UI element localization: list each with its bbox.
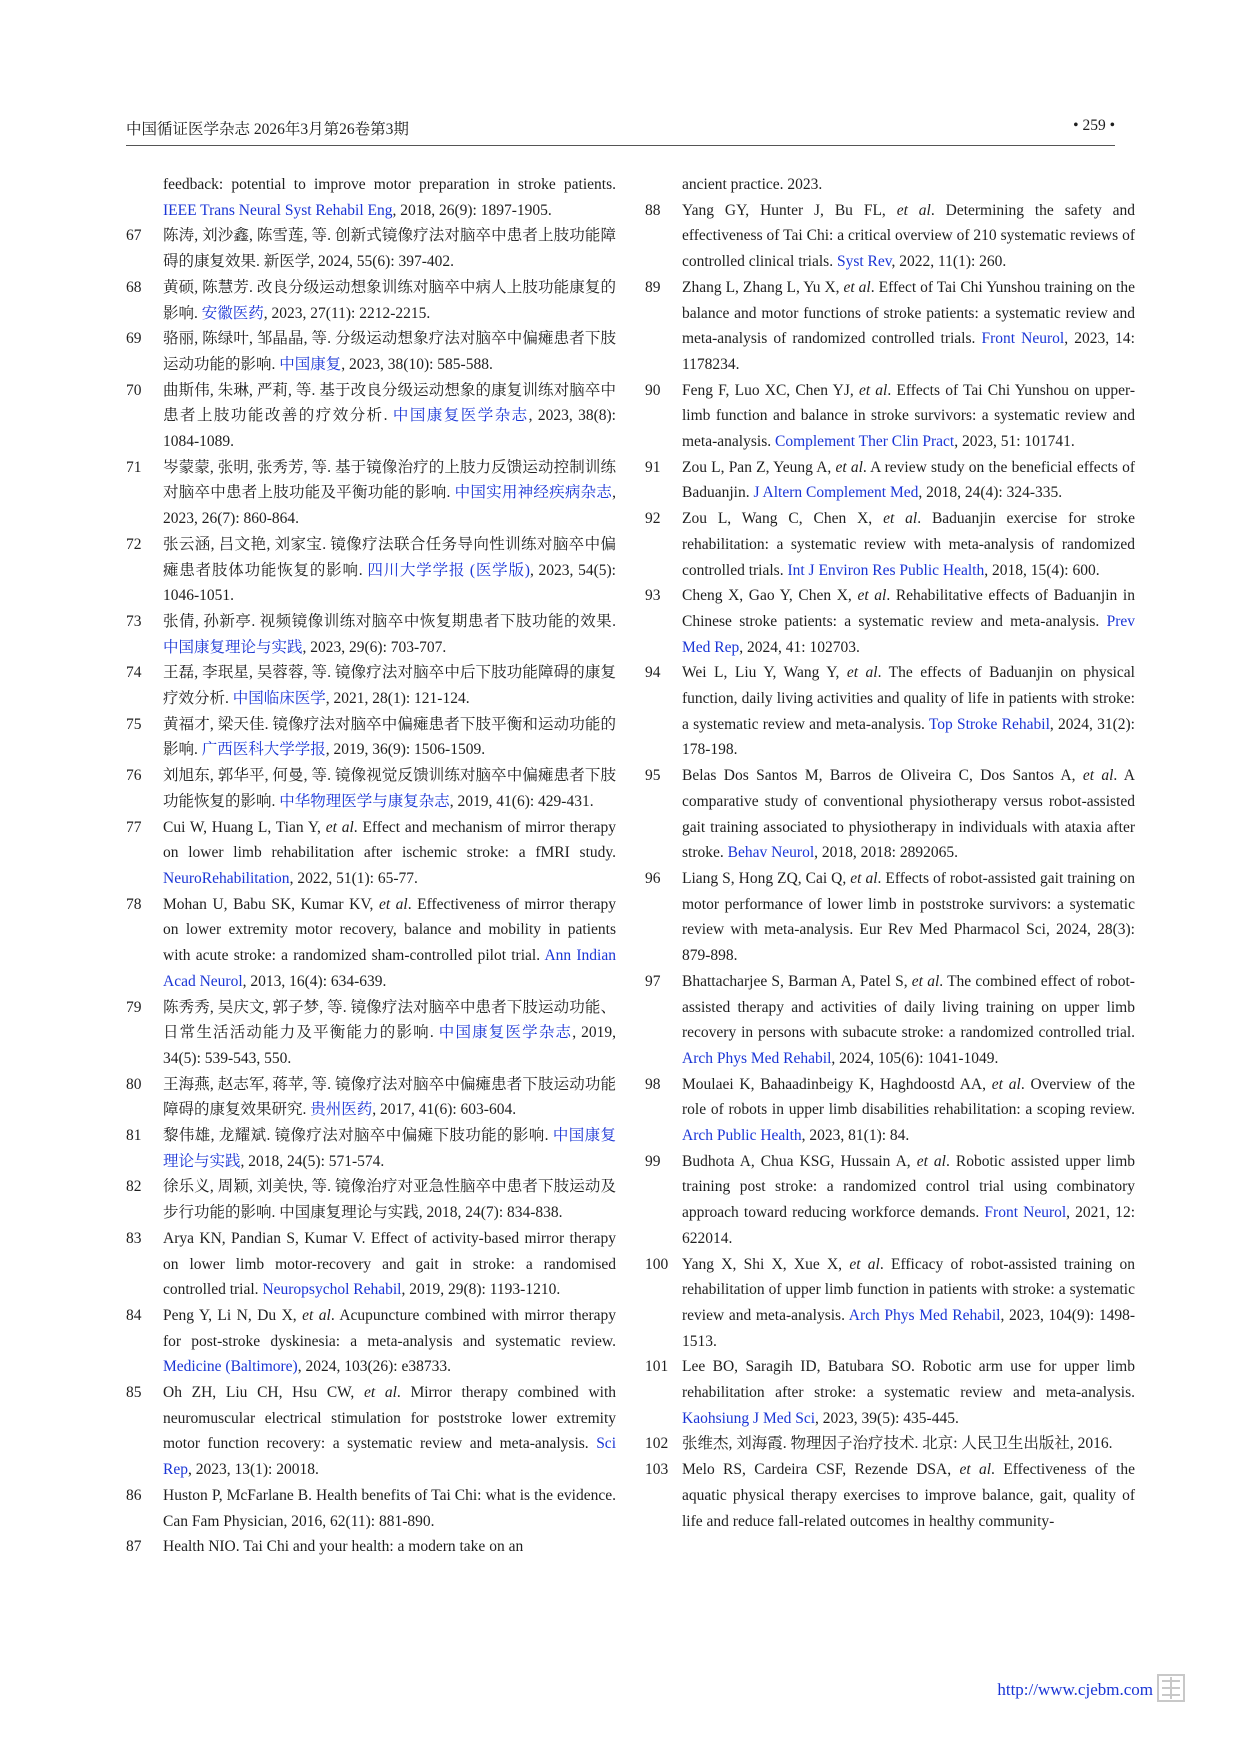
reference-journal-link[interactable]: 中华物理医学与康复杂志: [279, 792, 450, 810]
reference-title: . Effect and mechanism of mirror therapy on lower limb rehabilitation after ischemic stroke: a fMRI study.: [163, 818, 616, 862]
reference-citation: , 2023, 38(10): 585-588.: [341, 355, 493, 373]
reference-text: [163, 532, 616, 609]
reference-text: [682, 583, 1135, 660]
reference-title: . Effects of Tai Chi Yunshou on upper-limb function and balance in stroke survivors: a systematic review and meta-analysis.: [682, 381, 1135, 451]
reference-text: [163, 892, 616, 995]
reference-citation: , 2013, 16(4): 634-639.: [242, 972, 387, 990]
reference-authors-title: Health NIO. Tai Chi and your health: a modern take on an: [163, 1538, 524, 1556]
reference-authors-title: 陈秀秀, 吴庆文, 郭子梦, 等. 镜像疗法对脑卒中患者下肢运动功能、日常生活活动能力及平衡能力的影响.: [163, 998, 616, 1042]
reference-citation: , 2024, 41: 102703.: [739, 638, 860, 656]
reference-text: [163, 660, 616, 711]
reference-number: 77: [126, 818, 142, 836]
reference-number: 85: [126, 1384, 142, 1402]
reference-text: [682, 1431, 1135, 1457]
reference-citation: , 2023, 14: 1178234.: [682, 330, 1135, 373]
reference-et-al: et al: [883, 510, 918, 528]
reference-authors-title: Zou L, Pan Z, Yeung A,: [682, 458, 836, 476]
reference-text: [682, 275, 1135, 378]
reference-journal-link[interactable]: 中国康复理论与实践: [163, 1127, 616, 1170]
reference-et-al: et al: [896, 201, 931, 219]
reference-citation: , 2024, 105(6): 1041-1049.: [831, 1049, 999, 1067]
reference-citation: , 2021, 28(1): 121-124.: [325, 690, 470, 708]
reference-journal-link[interactable]: 广西医科大学学报: [201, 741, 326, 759]
reference-text: [163, 1534, 616, 1560]
reference-item: [126, 532, 616, 609]
reference-journal-link[interactable]: Neuropsychol Rehabil: [262, 1281, 402, 1299]
reference-text: [682, 172, 1135, 198]
reference-number: 72: [126, 535, 142, 553]
reference-journal-link[interactable]: J Altern Complement Med: [753, 484, 919, 502]
reference-authors-title: Yang GY, Hunter J, Bu FL,: [682, 201, 897, 219]
reference-authors-title: Mohan U, Babu SK, Kumar KV,: [163, 895, 379, 913]
reference-item: [126, 815, 616, 892]
reference-citation: , 2024, 103(26): e38733.: [297, 1358, 451, 1376]
reference-item: [645, 1457, 1135, 1534]
reference-number: 69: [126, 330, 142, 348]
reference-item: [126, 1483, 616, 1534]
reference-number: 90: [645, 381, 661, 399]
reference-item: [645, 455, 1135, 506]
reference-title: . Determining the safety and effectiveness of Tai Chi: a critical overview of 210 systematic reviews of controlled clinical trials.: [682, 201, 1136, 271]
reference-item: [645, 378, 1135, 455]
reference-citation: , 2018, 24(5): 571-574.: [240, 1152, 385, 1170]
reference-et-al: et al: [850, 869, 878, 887]
reference-item: [645, 172, 1135, 198]
reference-et-al: et al: [1082, 767, 1114, 785]
reference-item: [645, 1072, 1135, 1149]
reference-number: 98: [645, 1075, 661, 1093]
reference-journal-link[interactable]: Front Neurol: [984, 1204, 1067, 1222]
reference-text: [682, 1354, 1135, 1431]
reference-authors-title: Belas Dos Santos M, Barros de Oliveira C, Dos Santos A,: [682, 767, 1083, 785]
reference-journal-link[interactable]: 安徽医药: [201, 304, 264, 322]
reference-text: [682, 866, 1135, 969]
reference-journal-link[interactable]: 中国康复医学杂志: [392, 407, 529, 425]
reference-authors-title: Lee BO, Saragih ID, Batubara SO. Robotic arm use for upper limb rehabilitation after stroke: a systematic review and meta-analysis.: [682, 1358, 1135, 1402]
reference-item: [645, 275, 1135, 378]
reference-text: [163, 1380, 616, 1483]
reference-title: . Mirror therapy combined with neuromuscular electrical stimulation for poststroke lower extremity motor function recovery: a systematic review and meta-analysis.: [163, 1384, 617, 1453]
reference-journal-link[interactable]: IEEE Trans Neural Syst Rehabil Eng: [163, 201, 393, 219]
reference-text: [163, 378, 616, 455]
reference-journal-link[interactable]: 中国康复: [279, 355, 342, 373]
reference-number: 78: [126, 895, 142, 913]
reference-journal-link[interactable]: 中国实用神经疾病杂志: [454, 484, 613, 502]
reference-number: 86: [126, 1486, 142, 1504]
reference-text: [682, 506, 1135, 583]
reference-number: 102: [645, 1435, 669, 1453]
reference-item: [126, 995, 616, 1072]
reference-citation: , 2018, 26(9): 1897-1905.: [392, 201, 552, 219]
reference-et-al: et al: [849, 1255, 880, 1273]
reference-text: [163, 1072, 616, 1123]
reference-citation: , 2022, 11(1): 260.: [891, 253, 1007, 271]
reference-citation: , 2019, 34(5): 539-543, 550.: [163, 1024, 616, 1067]
reference-number: 79: [126, 998, 142, 1016]
reference-text: [163, 609, 616, 660]
reference-et-al: et al: [911, 972, 940, 990]
reference-authors-title: 刘旭东, 郭华平, 何曼, 等. 镜像视觉反馈训练对脑卒中偏瘫患者下肢功能恢复的影响.: [163, 767, 616, 810]
reference-text: [163, 223, 616, 274]
reference-authors-title: Cheng X, Gao Y, Chen X,: [682, 587, 858, 605]
reference-authors-title: 岑蒙蒙, 张明, 张秀芳, 等. 基于镜像治疗的上肢力反馈运动控制训练对脑卒中患者上肢功能及平衡功能的影响.: [163, 458, 616, 502]
reference-citation: , 2023, 29(6): 703-707.: [302, 638, 447, 656]
reference-journal-link[interactable]: Prev Med Rep: [682, 612, 1135, 656]
reference-text: [682, 763, 1135, 866]
reference-journal-link[interactable]: Kaohsiung J Med Sci: [682, 1409, 816, 1427]
reference-item: [645, 1431, 1135, 1457]
reference-number: 87: [126, 1538, 142, 1556]
reference-number: 82: [126, 1178, 142, 1196]
reference-number: 68: [126, 278, 142, 296]
reference-authors-title: 徐乐义, 周颖, 刘美快, 等. 镜像治疗对亚急性脑卒中患者下肢运动及步行功能的影响. 中国康复理论与实践, 2018, 24(7): 834-838.: [163, 1178, 616, 1222]
reference-journal-link[interactable]: Front Neurol: [981, 330, 1065, 348]
reference-text: [163, 1303, 616, 1380]
reference-item: [645, 1252, 1135, 1355]
reference-authors-title: Zhang L, Zhang L, Yu X,: [682, 278, 844, 296]
reference-authors-title: 陈涛, 刘沙鑫, 陈雪莲, 等. 创新式镜像疗法对脑卒中患者上肢功能障碍的康复效果. 新医学, 2024, 55(6): 397-402.: [163, 227, 616, 271]
reference-citation: , 2023, 51: 101741.: [954, 433, 1075, 451]
reference-authors-title: 张倩, 孙新亭. 视频镜像训练对脑卒中恢复期患者下肢功能的效果.: [163, 612, 616, 630]
journal-issue: 中国循证医学杂志 2026年3月第26卷第3期: [126, 121, 409, 138]
reference-title: . Robotic assisted upper limb training post stroke: a randomized control trial using combinatory approach toward reducing workforce demands.: [682, 1152, 1135, 1222]
reference-item: [126, 1534, 616, 1560]
reference-authors-title: Feng F, Luo XC, Chen YJ,: [682, 381, 859, 399]
reference-item: [126, 763, 616, 814]
reference-citation: , 2023, 13(1): 20018.: [187, 1461, 319, 1479]
reference-number: 84: [126, 1306, 142, 1324]
reference-text: [163, 1226, 616, 1303]
reference-title: . Acupuncture combined with mirror therapy for post-stroke dyskinesia: a meta-analysis and systematic review.: [163, 1306, 617, 1350]
reference-authors-title: Yang X, Shi X, Xue X,: [682, 1255, 850, 1273]
reference-number: 71: [126, 458, 142, 476]
reference-citation: , 2023, 81(1): 84.: [801, 1127, 910, 1145]
reference-text: [163, 455, 616, 532]
reference-item: [126, 378, 616, 455]
reference-authors-title: Huston P, McFarlane B. Health benefits of Tai Chi: what is the evidence. Can Fam Physician, 2016, 62(11): 881-890.: [163, 1486, 616, 1530]
reference-item: [645, 583, 1135, 660]
reference-item: [126, 892, 616, 995]
reference-title: . Effects of robot-assisted gait training on motor performance of lower limb in poststroke survivors: a systematic review with meta-analysis. Eur Rev Med Pharmacol Sci, 2024, 28(3): 879-898.: [682, 869, 1135, 965]
reference-journal-link[interactable]: 中国康复医学杂志: [438, 1024, 573, 1042]
reference-text: [163, 1123, 616, 1174]
reference-title: . Effect of Tai Chi Yunshou training on the balance and motor functions of stroke patients: a systematic review and meta-analysis of randomized controlled trials.: [682, 278, 1135, 348]
reference-citation: , 2022, 51(1): 65-77.: [289, 869, 418, 887]
reference-citation: , 2019, 36(9): 1506-1509.: [325, 741, 486, 759]
reference-et-al: et al: [302, 1306, 331, 1324]
reference-citation: , 2024, 31(2): 178-198.: [682, 715, 1135, 759]
journal-logo-icon: [1156, 1673, 1186, 1703]
reference-text: [682, 969, 1135, 1072]
reference-et-al: et al: [858, 381, 888, 399]
reference-text: [163, 1483, 616, 1534]
page-number: • 259 •: [1073, 117, 1115, 134]
reference-item: [126, 275, 616, 326]
reference-title: . Effectiveness of the aquatic physical therapy exercises to improve balance, gait, quality of life and reduce fall-related outcomes in healthy community-: [682, 1461, 1135, 1530]
footer-url-link[interactable]: http://www.cjebm.com: [997, 1680, 1153, 1699]
reference-journal-link[interactable]: Sci Rep: [163, 1435, 616, 1479]
reference-authors-title: 曲斯伟, 朱琳, 严莉, 等. 基于改良分级运动想象的康复训练对脑卒中患者上肢功能改善的疗效分析.: [163, 381, 616, 425]
reference-number: 101: [645, 1358, 669, 1376]
reference-item: [645, 198, 1135, 275]
reference-text: [682, 1149, 1135, 1252]
reference-number: 100: [645, 1255, 669, 1273]
reference-item: [645, 969, 1135, 1072]
reference-item: [645, 660, 1135, 763]
reference-item: [126, 660, 616, 711]
reference-authors-title: Arya KN, Pandian S, Kumar V. Effect of activity-based mirror therapy on lower limb motor-recovery and gait in stroke: a randomised controlled trial.: [163, 1229, 616, 1299]
reference-text: [163, 172, 616, 223]
reference-item: [126, 1380, 616, 1483]
reference-text: [163, 763, 616, 814]
reference-et-al: et al: [857, 587, 887, 605]
reference-authors-title: Budhota A, Chua KSG, Hussain A,: [682, 1152, 917, 1170]
reference-citation: , 2018, 24(4): 324-335.: [918, 484, 1063, 502]
reference-authors-title: 黎伟雄, 龙耀斌. 镜像疗法对脑卒中偏瘫下肢功能的影响.: [163, 1127, 553, 1145]
reference-journal-link[interactable]: 中国康复理论与实践: [163, 638, 303, 656]
reference-authors-title: Bhattacharjee S, Barman A, Patel S,: [682, 972, 912, 990]
reference-number: 89: [645, 278, 661, 296]
reference-item: [126, 1123, 616, 1174]
reference-et-al: et al: [846, 664, 878, 682]
reference-text: [682, 198, 1135, 275]
reference-citation: , 2023, 54(5): 1046-1051.: [163, 561, 616, 605]
reference-item: [645, 506, 1135, 583]
reference-journal-link[interactable]: Arch Phys Med Rehabil: [682, 1049, 832, 1067]
reference-text: [163, 995, 616, 1072]
reference-number: 95: [645, 767, 661, 785]
reference-number: 92: [645, 510, 661, 528]
reference-journal-link[interactable]: Syst Rev: [836, 253, 892, 271]
reference-authors-title: ancient practice. 2023.: [682, 176, 823, 193]
reference-number: 74: [126, 664, 142, 682]
reference-authors-title: 黄硕, 陈慧芳. 改良分级运动想象训练对脑卒中病人上肢功能康复的影响.: [163, 278, 616, 322]
reference-authors-title: 王海燕, 赵志军, 蒋苹, 等. 镜像疗法对脑卒中偏瘫患者下肢运动功能障碍的康复效果研究.: [163, 1075, 616, 1119]
reference-item: [126, 1226, 616, 1303]
reference-citation: , 2018, 15(4): 600.: [984, 561, 1100, 579]
reference-item: [645, 763, 1135, 866]
reference-authors-title: 骆丽, 陈绿叶, 邹晶晶, 等. 分级运动想象疗法对脑卒中偏瘫患者下肢运动功能的影响.: [163, 330, 616, 373]
reference-title: . Rehabilitative effects of Baduanjin in Chinese stroke patients: a systematic review and meta-analysis.: [682, 587, 1135, 630]
reference-item: [126, 1303, 616, 1380]
reference-title: . Baduanjin exercise for stroke rehabilitation: a systematic review with meta-analysis of randomized controlled trials.: [682, 510, 1135, 579]
reference-citation: , 2023, 26(7): 860-864.: [163, 484, 616, 528]
reference-text: [163, 815, 616, 892]
reference-journal-link[interactable]: Behav Neurol: [727, 844, 815, 862]
reference-et-al: et al: [916, 1152, 946, 1170]
reference-number: 80: [126, 1075, 142, 1093]
reference-et-al: et al: [363, 1384, 397, 1402]
reference-journal-link[interactable]: 四川大学学报 (医学版): [367, 561, 530, 579]
reference-citation: , 2023, 38(8): 1084-1089.: [163, 407, 616, 451]
reference-journal-link[interactable]: 贵州医药: [310, 1101, 373, 1119]
reference-authors-title: Oh ZH, Liu CH, Hsu CW,: [163, 1384, 364, 1402]
reference-number: 75: [126, 715, 142, 733]
reference-number: 93: [645, 587, 661, 605]
reference-text: [682, 660, 1135, 763]
reference-citation: , 2021, 12: 622014.: [682, 1204, 1135, 1247]
reference-text: [682, 378, 1135, 455]
reference-item: [126, 326, 616, 377]
reference-citation: , 2019, 41(6): 429-431.: [449, 792, 594, 810]
reference-column-right: [645, 172, 1135, 1534]
reference-journal-link[interactable]: Arch Phys Med Rehabil: [848, 1306, 1001, 1324]
reference-authors-title: 黄福才, 梁天佳. 镜像疗法对脑卒中偏瘫患者下肢平衡和运动功能的影响.: [163, 715, 616, 759]
reference-text: [163, 326, 616, 377]
reference-journal-link[interactable]: Top Stroke Rehabil: [928, 715, 1050, 733]
reference-text: [682, 1072, 1135, 1149]
reference-number: 103: [645, 1461, 669, 1479]
reference-authors-title: Zou L, Wang C, Chen X,: [682, 510, 884, 528]
reference-item: [126, 223, 616, 274]
reference-text: [163, 275, 616, 326]
reference-title: . Effectiveness of mirror therapy on lower extremity motor recovery, balance and mobility in patients with acute stroke: a randomized sham-controlled pilot trial.: [163, 895, 616, 965]
reference-authors-title: Liang S, Hong ZQ, Cai Q,: [682, 869, 851, 887]
reference-title: . Overview of the role of robots in upper limb disabilities rehabilitation: a scoping review.: [682, 1075, 1135, 1119]
reference-citation: , 2023, 39(5): 435-445.: [815, 1409, 959, 1427]
reference-authors-title: Melo RS, Cardeira CSF, Rezende DSA,: [682, 1461, 960, 1479]
reference-et-al: et al: [378, 895, 408, 913]
reference-number: 94: [645, 664, 661, 682]
reference-number: 67: [126, 227, 142, 245]
reference-item: [126, 455, 616, 532]
reference-number: 99: [645, 1152, 661, 1170]
reference-text: [682, 1457, 1135, 1534]
reference-authors-title: 张维杰, 刘海霞. 物理因子治疗技术. 北京: 人民卫生出版社, 2016.: [682, 1435, 1113, 1453]
reference-journal-link[interactable]: Arch Public Health: [682, 1127, 802, 1145]
reference-text: [682, 1252, 1135, 1355]
reference-journal-link[interactable]: Ann Indian Acad Neurol: [163, 947, 616, 990]
reference-item: [126, 1174, 616, 1225]
reference-number: 83: [126, 1229, 142, 1247]
reference-citation: , 2017, 41(6): 603-604.: [372, 1101, 517, 1119]
reference-column-left: [126, 172, 616, 1560]
reference-citation: , 2018, 2018: 2892065.: [814, 844, 958, 862]
reference-item: [126, 1072, 616, 1123]
reference-number: 73: [126, 612, 142, 630]
reference-et-al: et al: [959, 1461, 992, 1479]
reference-authors-title: feedback: potential to improve motor preparation in stroke patients.: [163, 176, 616, 193]
reference-item: [645, 1149, 1135, 1252]
reference-number: 97: [645, 972, 661, 990]
reference-authors-title: Peng Y, Li N, Du X,: [163, 1306, 303, 1324]
reference-text: [682, 455, 1135, 506]
reference-journal-link[interactable]: Medicine (Baltimore): [163, 1358, 298, 1376]
reference-title: . The effects of Baduanjin on physical function, daily living activities and quality of life in patients with stroke: a systematic review and meta-analysis.: [682, 664, 1135, 733]
reference-text: [163, 1174, 616, 1225]
reference-et-al: et al: [325, 818, 354, 836]
reference-journal-link[interactable]: 中国临床医学: [232, 690, 326, 708]
reference-authors-title: Cui W, Huang L, Tian Y,: [163, 818, 326, 836]
reference-title: . A comparative study of conventional physiotherapy versus robot-assisted gait training associated to physiotherapy in individuals with ataxia after stroke.: [682, 767, 1135, 862]
reference-authors-title: Wei L, Liu Y, Wang Y,: [682, 664, 847, 682]
reference-title: . The combined effect of robot-assisted therapy and activities of daily living training on upper limb recovery in persons with subacute stroke: a randomized controlled trial.: [682, 972, 1135, 1042]
reference-citation: , 2023, 104(9): 1498-1513.: [682, 1306, 1136, 1350]
reference-citation: , 2019, 29(8): 1193-1210.: [401, 1281, 561, 1299]
reference-citation: , 2023, 27(11): 2212-2215.: [263, 304, 431, 322]
reference-journal-link[interactable]: Int J Environ Res Public Health: [787, 561, 985, 579]
reference-number: 76: [126, 767, 142, 785]
reference-item: [126, 172, 616, 223]
reference-title: . Efficacy of robot-assisted training on rehabilitation of upper limb function in patients with stroke: a systematic review and meta-analysis.: [682, 1255, 1135, 1324]
reference-authors-title: 王磊, 李珉星, 吴蓉蓉, 等. 镜像疗法对脑卒中后下肢功能障碍的康复疗效分析.: [163, 664, 616, 708]
reference-number: 70: [126, 381, 142, 399]
reference-authors-title: Moulaei K, Bahaadinbeigy K, Haghdoostd AA,: [682, 1075, 992, 1093]
reference-et-al: et al: [835, 458, 863, 476]
reference-number: 96: [645, 869, 661, 887]
reference-item: [126, 609, 616, 660]
reference-authors-title: 张云涵, 吕文艳, 刘家宝. 镜像疗法联合任务导向性训练对脑卒中偏瘫患者肢体功能恢复的影响.: [163, 535, 616, 579]
reference-number: 88: [645, 201, 661, 219]
page-header: [126, 117, 1115, 139]
reference-item: [126, 712, 616, 763]
reference-journal-link[interactable]: Complement Ther Clin Pract: [774, 433, 955, 451]
reference-title: . A review study on the beneficial effects of Baduanjin.: [682, 458, 1135, 502]
reference-number: 81: [126, 1127, 142, 1145]
reference-number: 91: [645, 458, 661, 476]
reference-et-al: et al: [991, 1075, 1021, 1093]
reference-et-al: et al: [843, 278, 871, 296]
reference-text: [163, 712, 616, 763]
reference-item: [645, 866, 1135, 969]
reference-item: [645, 1354, 1135, 1431]
reference-journal-link[interactable]: NeuroRehabilitation: [163, 869, 290, 887]
header-divider: [126, 145, 1115, 146]
